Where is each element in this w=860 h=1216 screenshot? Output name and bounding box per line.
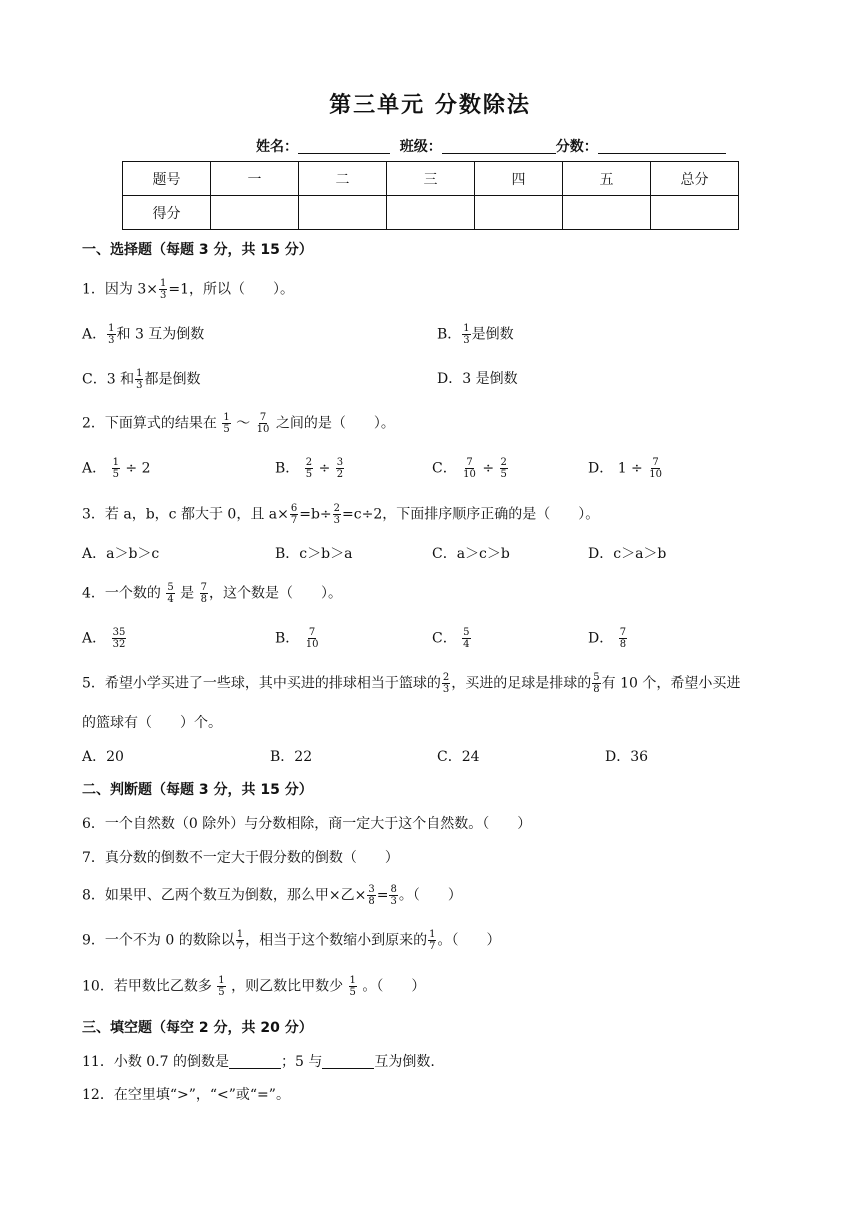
q5-option-d[interactable]: D．36 [605,749,649,765]
q2-option-d[interactable]: D． 1 ÷ $\frac{7}{10}$ [588,457,662,480]
score-cell[interactable] [563,196,651,230]
question-5-line2: 的篮球有（ ）个。 [82,715,222,731]
score-blank[interactable] [598,139,726,154]
table-row [123,162,739,196]
question-11: 11．小数 0.7 的倒数是 ；5 与 互为倒数. [82,1054,435,1070]
q4-option-c[interactable]: C． $\frac{5}{4}$ [432,627,470,650]
table-cell: 得分 [123,196,211,230]
fraction: $\frac{1}{5}$ [112,457,119,480]
fraction: $\frac{7}{10}$ [256,412,270,435]
fraction: $\frac{7}{10}$ [463,457,476,480]
fraction: $\frac{2}{5}$ [305,457,313,480]
fraction: $\frac{5}{4}$ [167,582,174,605]
question-7: 7．真分数的倒数不一定大于假分数的倒数（ ） [82,850,399,866]
q1-option-a[interactable]: A． $\frac{1}{3}$ 和 3 互为倒数 [82,323,205,346]
fraction: $\frac{2}{3}$ [442,672,450,695]
fraction: $\frac{7}{10}$ [649,457,662,480]
fraction: $\frac{8}{3}$ [390,884,397,907]
fraction: $\frac{3}{8}$ [368,884,375,907]
fraction: $\frac{1}{5}$ [218,975,225,998]
q4-option-a[interactable]: A． $\frac{35}{32}$ [82,627,126,650]
table-cell: 三 [387,162,475,196]
question-5: 5．希望小学买进了一些球，其中买进的排球相当于篮球的 $\frac{2}{3}$ ，买进的足球是排球的 $\frac{5}{8}$ 有 10 个，希望小买进 [82,672,741,695]
question-text: =1，所以（ ）。 [168,281,295,298]
q3-option-b[interactable]: B．c＞b＞a [275,546,353,562]
fraction: $\frac{1}{3}$ [108,323,115,346]
class-blank[interactable] [442,139,556,154]
section-heading-fill: 三、填空题（每空 2 分，共 20 分） [82,1020,313,1036]
fraction: $\frac{2}{3}$ [333,503,341,526]
question-2: 2．下面算式的结果在 $\frac{1}{5}$ ～ $\frac{7}{10}$ 之间的是（ ）。 [82,412,395,435]
q5-option-b[interactable]: B．22 [270,749,313,765]
question-1 [82,278,294,301]
question-6: 6．一个自然数（0 除外）与分数相除，商一定大于这个自然数。（ ） [82,816,532,832]
fraction: $\frac{35}{32}$ [112,627,126,650]
section-heading-choice: 一、选择题（每题 3 分，共 15 分） [82,242,313,258]
fraction: $\frac{1}{5}$ [349,975,356,998]
table-cell: 五 [563,162,651,196]
fraction: $\frac{7}{8}$ [619,627,627,650]
score-table [122,161,739,230]
q4-option-d[interactable]: D． $\frac{7}{8}$ [588,627,627,650]
question-3: 3．若 a，b，c 都大于 0，且 a× $\frac{6}{7}$ =b÷ $\frac{2}{3}$ =c÷2，下面排序顺序正确的是（ ）。 [82,503,600,526]
question-12: 12．在空里填“>”，“<”或“=”。 [82,1087,290,1103]
q3-option-c[interactable]: C．a＞c＞b [432,546,510,562]
name-blank[interactable] [298,139,390,154]
q1-option-c[interactable]: C．3 和 $\frac{1}{3}$ 都是倒数 [82,368,201,391]
table-cell: 二 [299,162,387,196]
question-4: 4．一个数的 $\frac{5}{4}$ 是 $\frac{7}{8}$ ，这个数是（ ）。 [82,582,343,605]
question-text: 1．因为 3× [82,281,158,298]
fraction: $\frac{1}{3}$ [160,278,167,301]
table-cell: 一 [211,162,299,196]
table-cell: 总分 [651,162,739,196]
question-8: 8．如果甲、乙两个数互为倒数，那么甲×乙× $\frac{3}{8}$ = $\frac{8}{3}$ 。（ ） [82,884,462,907]
table-cell: 题号 [123,162,211,196]
answer-blank[interactable] [229,1055,281,1069]
fraction: $\frac{1}{7}$ [429,929,436,952]
q1-option-d[interactable]: D．3 是倒数 [437,371,518,387]
fraction: $\frac{3}{2}$ [336,457,344,480]
score-cell[interactable] [211,196,299,230]
fraction: $\frac{5}{4}$ [463,627,470,650]
fraction: $\frac{7}{10}$ [305,627,319,650]
fraction: $\frac{1}{5}$ [223,412,230,435]
q3-option-a[interactable]: A．a＞b＞c [82,546,160,562]
fraction: $\frac{6}{7}$ [290,503,298,526]
q5-option-c[interactable]: C．24 [437,749,480,765]
table-cell: 四 [475,162,563,196]
fraction: $\frac{7}{8}$ [200,582,208,605]
q2-option-c[interactable]: C． $\frac{7}{10}$ ÷ $\frac{2}{5}$ [432,457,507,480]
question-9: 9．一个不为 0 的数除以 $\frac{1}{7}$ ，相当于这个数缩小到原来的 $\frac{1}{7}$ 。（ ） [82,929,501,952]
q2-option-a[interactable]: A． $\frac{1}{5}$ ÷ 2 [82,457,151,480]
fraction: $\frac{1}{3}$ [136,368,143,391]
fraction: $\frac{1}{7}$ [236,929,244,952]
fraction: $\frac{1}{3}$ [463,323,470,346]
score-label: 分数： [555,139,598,155]
question-10: 10．若甲数比乙数多 $\frac{1}{5}$ ，则乙数比甲数少 $\frac{1}{5}$ 。（ ） [82,975,426,998]
score-cell[interactable] [651,196,739,230]
q5-option-a[interactable]: A．20 [82,749,124,765]
fraction: $\frac{2}{5}$ [500,457,507,480]
table-row [123,196,739,230]
fraction: $\frac{5}{8}$ [593,672,600,695]
score-cell[interactable] [475,196,563,230]
page-title: 第三单元 分数除法 [329,93,531,118]
score-cell[interactable] [387,196,475,230]
student-info [256,136,726,156]
section-heading-judge: 二、判断题（每题 3 分，共 15 分） [82,782,313,798]
class-label: 班级： [399,139,442,155]
q4-option-b[interactable]: B． $\frac{7}{10}$ [275,627,319,650]
q2-option-b[interactable]: B． $\frac{2}{5}$ ÷ $\frac{3}{2}$ [275,457,344,480]
score-cell[interactable] [299,196,387,230]
q1-option-b[interactable]: B． $\frac{1}{3}$ 是倒数 [437,323,514,346]
q3-option-d[interactable]: D．c＞a＞b [588,546,667,562]
answer-blank[interactable] [322,1055,374,1069]
name-label: 姓名： [256,139,298,155]
